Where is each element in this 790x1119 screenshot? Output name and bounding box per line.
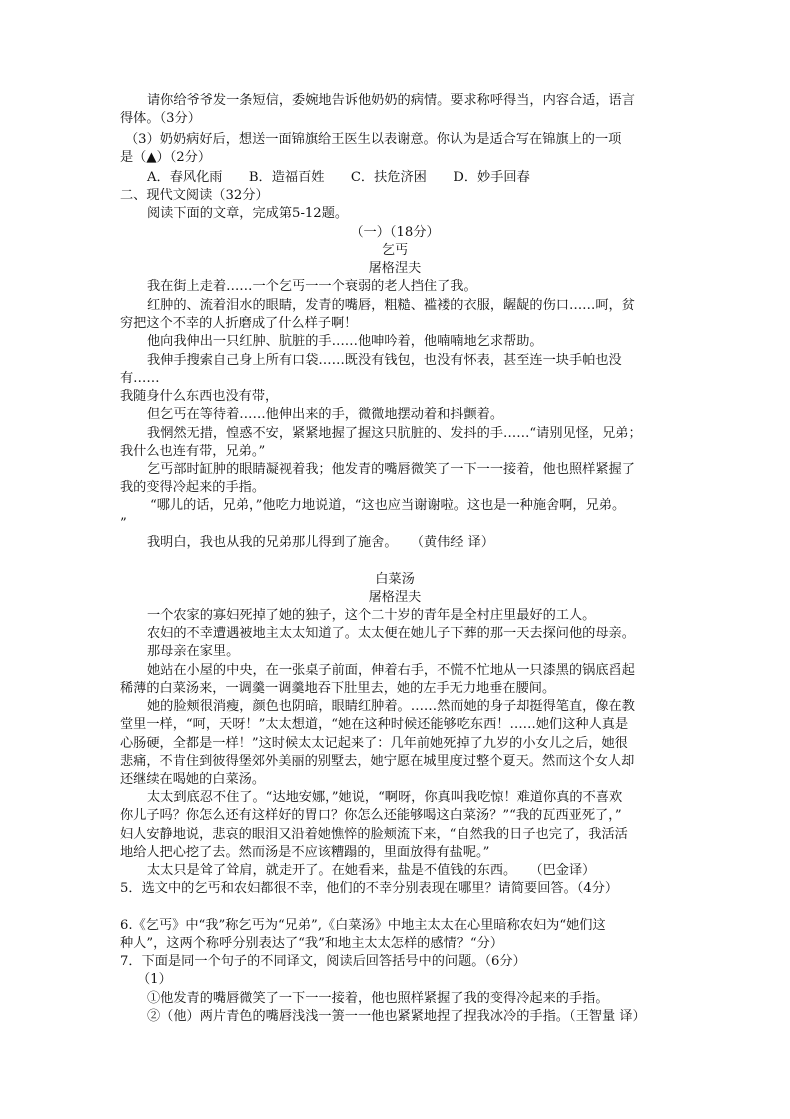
section2-intro: 阅读下面的文章，完成第5-12题。 [147,206,349,221]
passage1-line: 我什么也连有带，兄弟。” [120,444,266,459]
question-6-line1: 6.《乞丐》中“我”称乞丐为“兄弟”,《白菜汤》中地主太太在心里暗称农妇为“她们这 [120,918,606,933]
passage2-title: 白菜汤 [375,572,415,587]
passage1-line: 我在街上走着……一个乞丐一一个衰弱的老人挡住了我。 [147,279,477,294]
passage2-line: 太太到底忍不住了。“达地安娜，”她说，“啊呀，你真叫我吃惊！难道你真的不喜欢 [147,790,623,805]
section2-heading: 二、现代文阅读（32分） [120,188,269,203]
passage1-line: 但乞丐在等待着……他伸出来的手，微微地摆动着和抖颤着。 [147,407,504,422]
passage2-author: 屠格涅夫 [368,590,422,605]
q4-instruction-line2: 得体。（3分） [120,111,201,126]
passage1-line: 我的变得冷起来的手指。 [120,480,266,495]
question-7: 7．下面是同一个句子的不同译文，阅读后回答括号中的问题。（6分） [120,954,526,969]
passage2-line: 地给人把心挖了去。然而汤是不应该糟蹋的，里面放得有盐呢。” [120,845,490,860]
passage1-line: 乞丐部时缸肿的眼睛凝视着我；他发青的嘴唇微笑了一下一一接着，他也照样紧握了 [147,462,635,477]
passage2-line: 稀薄的白菜汤来，一调羹一调羹地吞下肚里去，她的左手无力地垂在腰间。 [120,681,556,696]
passage1-line: ” [120,516,127,531]
passage2-line: 还继续在喝她的白菜汤。 [120,772,266,787]
passage2-line: 她的脸颊很消瘦，颜色也阴暗，眼睛红肿着。……然而她的身子却挺得笔直，像在教 [147,699,635,714]
passage1-line: 他向我伸出一只红肿、肮脏的手……他呻吟着，他喃喃地乞求帮助。 [147,334,543,349]
passage1-line: 我随身什么东西也没有带， [120,389,279,404]
q4-instruction-line1: 请你给爷爷发一条短信，委婉地告诉他奶奶的病情。要求称呼得当，内容合适，语言 [147,93,635,108]
passage2-line: 你儿子吗？你怎么还有这样好的胃口？你怎么还能够喝这白菜汤？”“我的瓦西亚死了，” [120,808,622,823]
passage1-line: 穷把这个不幸的人折磨成了什么样子啊！ [120,316,358,331]
passage1-line: “哪儿的话，兄弟，”他吃力地说道，“这也应当谢谢啦。这也是一种施舍啊，兄弟。 [150,498,626,513]
passage2-line: 太太只是耸了耸肩，就走开了。在她看来，盐是不值钱的东西。 （巴金译） [147,863,596,878]
passage1-line: 红肿的、流着泪水的眼睛，发青的嘴唇，粗糙、褴褛的衣服，龌龊的伤口……呵，贫 [147,298,635,313]
passage2-line: 她站在小屋的中央，在一张桌子前面，伸着右手，不慌不忙地从一只漆黑的锅底舀起 [147,663,635,678]
passage2-line: 悲痛，不肯住到彼得堡郊外美丽的别墅去，她宁愿在城里度过整个夏天。然而这个女人却 [120,754,635,769]
question-7-translation-a: ①他发青的嘴唇微笑了一下一一接着，他也照样紧握了我的变得冷起来的手指。 [147,991,609,1006]
passage2-line: 心肠硬，全都是一样！”这时候太太记起来了：几年前她死掉了九岁的小女儿之后，她很 [120,736,628,751]
question-7-translation-b: ②（他）两片青色的嘴唇浅浅一箦一一他也紧紧地捏了捏我冰冷的手指。（王智量 译） [147,1009,646,1024]
q4-sub3-line2: 是（▲）（2分） [120,150,212,165]
q4-options: A．春风化雨 B．造福百姓 C．扶危济困 D．妙手回春 [147,170,530,185]
passage2-line: 那母亲在家里。 [147,644,240,659]
question-5: 5．选文中的乞丐和农妇都很不幸，他们的不幸分别表现在哪里？请简要回答。（4分） [120,881,619,896]
passage1-line: 我明白，我也从我的兄弟那儿得到了施舍。 （黄伟经 译） [147,535,495,550]
q4-sub3-line1: （3）奶奶病好后，想送一面锦旗给王医生以表谢意。你认为是适合写在锦旗上的一项 [125,132,622,147]
passage1-title: 乞丐 [381,243,409,258]
passage1-line: 有…… [120,371,160,386]
passage1-author: 屠格涅夫 [368,261,422,276]
passage1-part-label: （一）（18分） [350,225,440,240]
passage1-line: 我伸手搜索自己身上所有口袋……既没有钱包，也没有怀表，甚至连一块手帕也没 [147,353,622,368]
passage1-line: 我惘然无措，惶惑不安，紧紧地握了握这只肮脏的、发抖的手……“请别见怪，兄弟； [147,426,642,441]
question-7-sub: （1） [137,972,172,987]
question-6-line2: 种人”，这两个称呼分别表达了“我”和地主太太怎样的感情？“分） [120,936,504,951]
passage2-line: 妇人安静地说，悲哀的眼泪又沿着她憔悴的脸颊流下来，“自然我的日子也完了，我活活 [120,827,628,842]
passage2-line: 堂里一样，“呵，天呀！”太太想道，“她在这种时候还能够吃东西！……她们这种人真是 [120,717,629,732]
passage2-line: 一个农家的寡妇死掉了她的独子，这个二十岁的青年是全村庄里最好的工人。 [147,608,596,623]
passage2-line: 农妇的不幸遭遇被地主太太知道了。太太便在她儿子下葬的那一天去探问他的母亲。 [147,626,635,641]
